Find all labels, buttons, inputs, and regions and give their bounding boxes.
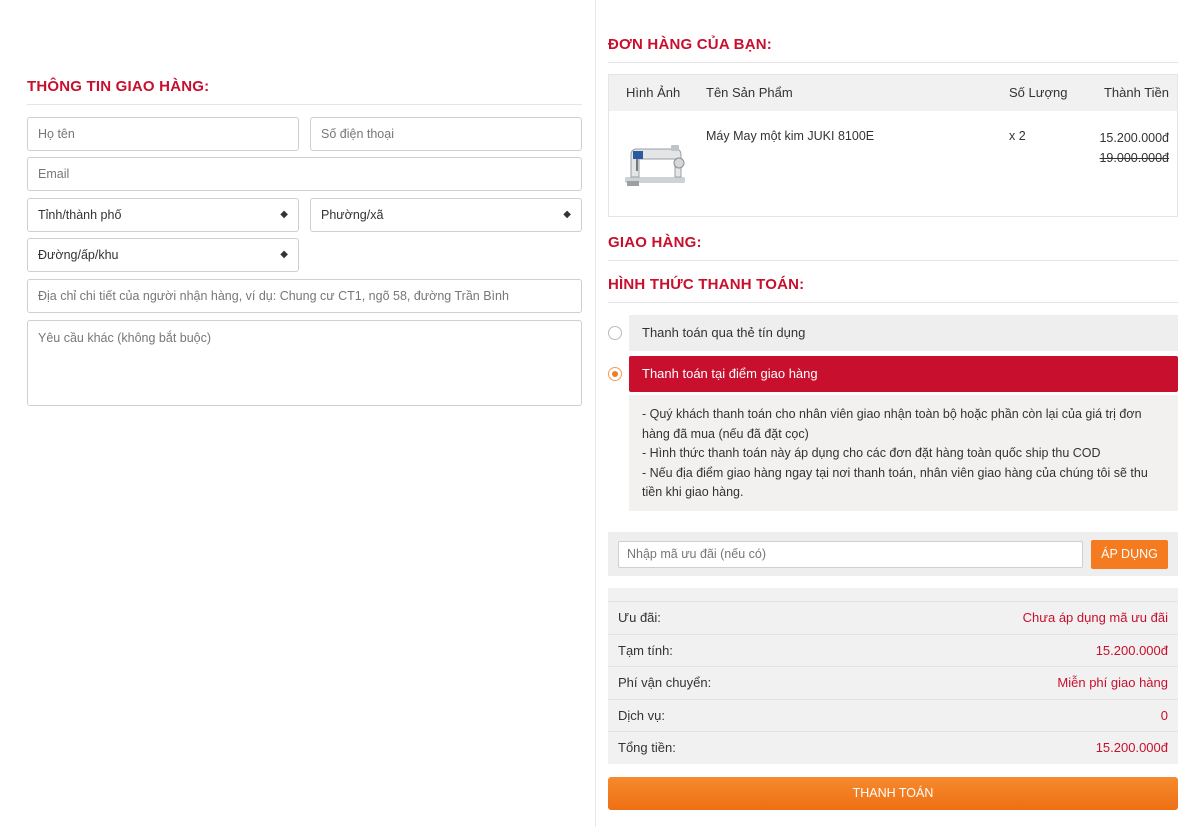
street-select-value: Đường/ấp/khu [38,248,119,262]
select-caret-icon: ◆ [280,249,288,260]
street-select[interactable] [27,238,299,272]
summary-value: 15.200.000đ [1095,642,1168,658]
ward-select[interactable] [310,198,582,232]
summary-value: Miễn phí giao hàng [1057,675,1168,690]
summary-label: Tạm tính: [618,642,673,658]
phone-input[interactable]: Số điện thoại [310,117,582,151]
summary-row-total [608,731,1178,764]
product-quantity: x 2 [1009,129,1026,143]
note-textarea[interactable]: Yêu cầu khác (không bắt buộc) [27,320,582,406]
province-select-value: Tỉnh/thành phố [38,208,122,222]
product-price: 15.200.000đ [1099,131,1169,145]
payment-note-line: - Hình thức thanh toán này áp dụng cho các đơn đặt hàng toàn quốc ship thu COD [642,446,1101,460]
sewing-machine-icon [621,137,689,189]
summary-label: Ưu đãi: [618,610,661,625]
coupon-input[interactable]: Nhập mã ưu đãi (nếu có) [618,541,1083,568]
summary-row-service [608,699,1178,732]
summary-row-shipping [608,666,1178,699]
product-old-price: 19.000.000đ [1099,151,1169,165]
summary-value: Chưa áp dụng mã ưu đãi [1022,610,1168,625]
order-title: ĐƠN HÀNG CỦA BẠN: [608,36,1178,63]
email-input[interactable]: Email [27,157,582,191]
summary-label: Dịch vụ: [618,707,665,723]
select-caret-icon: ◆ [563,209,571,220]
order-summary [608,588,1178,764]
apply-coupon-button[interactable]: ÁP DỤNG [1091,540,1168,569]
shipping-title: THÔNG TIN GIAO HÀNG: [27,78,582,105]
coupon-box [608,532,1178,576]
select-caret-icon: ◆ [280,209,288,220]
delivery-title: GIAO HÀNG: [608,234,1178,261]
summary-label: Tổng tiền: [618,740,676,755]
header-image: Hình Ảnh [626,85,681,100]
ward-select-value: Phường/xã [321,208,384,222]
column-divider [595,0,596,827]
header-total: Thành Tiền [1103,85,1169,100]
table-row [609,111,1177,217]
product-name[interactable]: Máy May một kim JUKI 8100E [706,129,875,143]
summary-row-discount [608,601,1178,634]
order-table-header [609,75,1177,111]
header-product-name: Tên Sản Phẩm [706,85,793,100]
payment-note-line: - Quý khách thanh toán cho nhân viên giao nhận toàn bộ hoặc phần còn lại của giá trị đơn hàng đã mua (nếu đã đặt cọc) [642,407,1142,441]
summary-row-subtotal [608,634,1178,667]
payment-option-cod[interactable]: Thanh toán tại điểm giao hàng [629,356,1178,392]
header-quantity: Số Lượng [1009,85,1068,100]
payment-note-line: - Nếu địa điểm giao hàng ngay tại nơi thanh toán, nhân viên giao hàng của chúng tôi sẽ thu tiền khi giao hàng. [642,465,1148,499]
payment-note [629,395,1178,511]
summary-value: 15.200.000đ [1095,740,1168,755]
payment-radio-credit-card[interactable] [608,326,622,340]
payment-title: HÌNH THỨC THANH TOÁN: [608,276,1178,303]
payment-radio-cod[interactable] [608,367,622,381]
checkout-button[interactable]: THANH TOÁN [608,777,1178,810]
order-table [608,74,1178,217]
fullname-input[interactable]: Họ tên [27,117,299,151]
address-input[interactable]: Địa chỉ chi tiết của người nhận hàng, ví dụ: Chung cư CT1, ngõ 58, đường Trần Bình [27,279,582,313]
summary-value: 0 [1160,707,1168,723]
payment-option-credit-card[interactable]: Thanh toán qua thẻ tín dụng [629,315,1178,351]
province-select[interactable] [27,198,299,232]
summary-label: Phí vận chuyển: [618,675,712,690]
